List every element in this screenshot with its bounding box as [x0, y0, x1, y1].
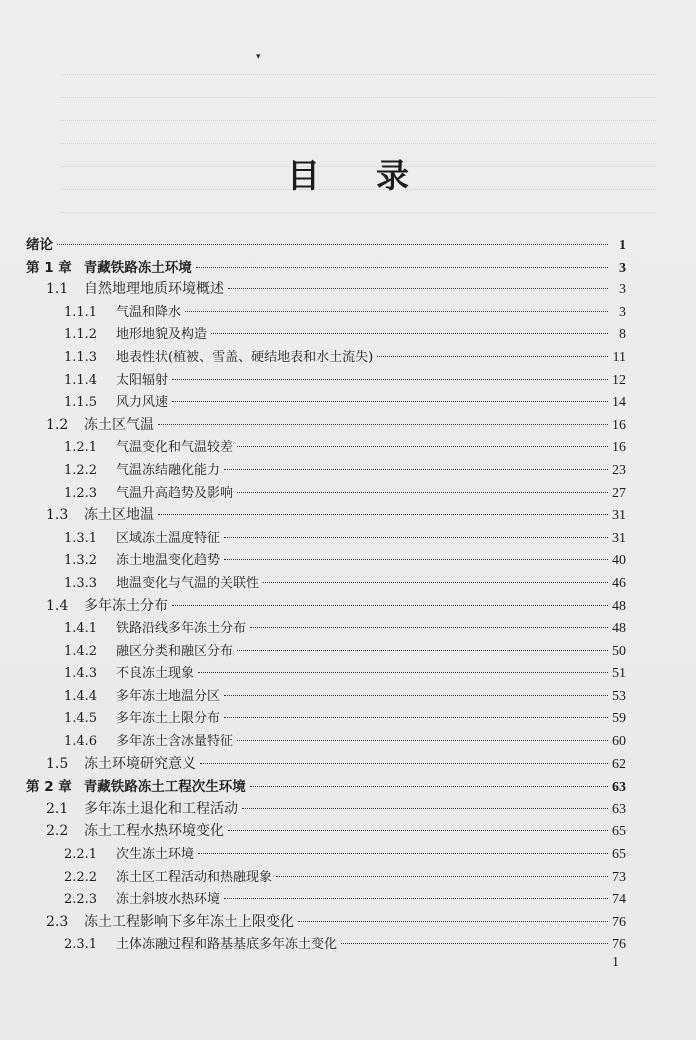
toc-entry-number: 1.5 — [46, 755, 69, 772]
toc-entry — [26, 866, 626, 889]
toc-entry-number: 2.2.2 — [64, 869, 98, 885]
toc-entry-number: 1.3.2 — [64, 553, 98, 569]
toc-entry-page: 73 — [612, 869, 626, 885]
toc-entry-title: 自然地理地质环境概述 — [84, 281, 224, 298]
dot-leader — [250, 786, 608, 787]
dot-leader — [224, 537, 608, 538]
dot-leader — [211, 333, 608, 334]
toc-entry — [26, 233, 626, 256]
toc-entry-number: 1.2.1 — [64, 440, 98, 456]
toc-entry-page: 8 — [619, 327, 626, 343]
dot-leader — [196, 267, 608, 268]
toc-entry-title: 多年冻土上限分布 — [116, 711, 221, 727]
toc-entry — [26, 369, 626, 392]
toc-entry-title: 冻土环境研究意义 — [84, 755, 196, 772]
dot-leader — [224, 469, 608, 470]
toc-entry — [26, 617, 626, 640]
toc-entry-number: 2.2.3 — [64, 892, 98, 908]
toc-entry-title: 土体冻融过程和路基基底多年冻土变化 — [116, 937, 338, 953]
toc-entry — [26, 482, 626, 505]
toc-entry-number: 2.2.1 — [64, 847, 98, 863]
toc-entry-page: 16 — [612, 440, 626, 456]
page-number: 1 — [612, 955, 619, 970]
toc-entry-title: 冻土区工程活动和热融现象 — [116, 869, 273, 885]
toc-entry-page: 31 — [612, 530, 626, 546]
toc-entry-page: 76 — [612, 937, 626, 953]
toc-entry-page: 63 — [612, 780, 626, 796]
toc-entry-title: 太阳辐射 — [116, 372, 169, 388]
toc-entry-title: 多年冻土退化和工程活动 — [84, 800, 238, 817]
dot-leader — [237, 446, 608, 447]
toc-entry-title: 多年冻土含冰量特征 — [116, 734, 234, 750]
toc-entry-page: 27 — [612, 485, 626, 501]
toc-entry — [26, 685, 626, 708]
dot-leader — [158, 514, 608, 515]
toc-entry — [26, 527, 626, 550]
toc-entry-title: 冻土工程影响下多年冻土上限变化 — [84, 913, 294, 930]
toc-entry-number: 2.3.1 — [64, 937, 98, 953]
dot-leader — [158, 424, 608, 425]
toc-entry — [26, 346, 626, 369]
toc-entry-title: 风力风速 — [116, 395, 169, 411]
toc-entry — [26, 549, 626, 572]
toc-entry — [26, 459, 626, 482]
toc-entry-title: 青藏铁路冻土环境 — [83, 259, 192, 276]
toc-entry-number: 2.2 — [46, 823, 69, 840]
toc-entry-number: 1.3 — [46, 507, 69, 524]
toc-entry-page: 65 — [612, 847, 626, 863]
toc-entry-number: 1.4.2 — [64, 643, 98, 659]
toc-entry — [26, 753, 626, 776]
dot-leader — [263, 582, 608, 583]
toc-entry-title: 绪论 — [26, 237, 53, 253]
toc-entry — [26, 888, 626, 911]
bleed-through-line — [60, 83, 656, 98]
toc-entry-title: 气温冻结融化能力 — [116, 462, 221, 478]
toc-entry-page: 62 — [612, 756, 626, 772]
toc-entry — [26, 640, 626, 663]
dot-leader — [172, 605, 608, 606]
bleed-through-line — [60, 198, 656, 213]
dot-leader — [276, 876, 608, 877]
toc-entry-title: 地温变化与气温的关联性 — [116, 575, 260, 591]
dot-leader — [185, 311, 608, 312]
toc-entry — [26, 278, 626, 301]
toc-entry-number: 1.2.2 — [64, 462, 98, 478]
bleed-through-line — [60, 106, 656, 121]
toc-entry-number: 1.4.6 — [64, 734, 98, 750]
dot-leader — [172, 379, 608, 380]
toc-entry-number: 1.1.4 — [64, 372, 98, 388]
toc-entry-page: 76 — [612, 914, 626, 930]
toc-entry-number: 1.4.5 — [64, 711, 98, 727]
dot-leader — [377, 356, 608, 357]
toc-entry-page: 63 — [612, 801, 626, 817]
dot-leader — [200, 763, 608, 764]
toc-entry-title: 气温变化和气温较差 — [116, 440, 234, 456]
toc-entry-page: 1 — [619, 238, 626, 253]
dot-leader — [224, 717, 608, 718]
toc-entry — [26, 730, 626, 753]
dot-leader — [198, 853, 608, 854]
toc-entry-title: 冻土区气温 — [84, 416, 154, 433]
toc-entry-page: 11 — [612, 349, 626, 365]
toc-entry-number: 第 1 章 — [26, 259, 72, 276]
toc-entry-page: 16 — [612, 417, 626, 433]
toc-entry — [26, 911, 626, 934]
toc-entry-title: 气温和降水 — [116, 304, 182, 320]
dot-leader — [242, 808, 608, 809]
toc-entry-page: 3 — [619, 304, 626, 320]
dot-leader — [224, 898, 608, 899]
bleed-through-line — [60, 60, 656, 75]
toc-entry — [26, 301, 626, 324]
toc-entry — [26, 820, 626, 843]
toc-entry-number: 1.1.1 — [64, 304, 98, 320]
toc-entry-number: 1.2.3 — [64, 485, 98, 501]
toc-entry-page: 40 — [612, 553, 626, 569]
toc-entry-page: 46 — [612, 575, 626, 591]
toc-entry-page: 65 — [612, 824, 626, 840]
dot-leader — [250, 627, 608, 628]
bleed-through-line — [60, 129, 656, 144]
dot-leader — [228, 288, 608, 289]
toc-entry-number: 2.3 — [46, 913, 69, 930]
toc-entry — [26, 595, 626, 618]
dot-leader — [228, 830, 608, 831]
toc-entry-number: 1.1.3 — [64, 349, 98, 365]
toc-entry-title: 气温升高趋势及影响 — [116, 485, 234, 501]
toc-entry — [26, 933, 626, 956]
dot-leader — [237, 740, 608, 741]
toc-entry — [26, 391, 626, 414]
toc-entry — [26, 256, 626, 279]
toc-entry-number: 1.4 — [46, 597, 69, 614]
toc-entry — [26, 572, 626, 595]
toc-entry — [26, 414, 626, 437]
dot-leader — [341, 943, 608, 944]
toc-entry-page: 31 — [612, 508, 626, 524]
toc-entry-number: 第 2 章 — [26, 779, 72, 796]
toc-entry-number: 1.1.5 — [64, 395, 98, 411]
toc-entry-title: 冻土斜坡水热环境 — [116, 892, 221, 908]
toc-entry — [26, 323, 626, 346]
toc-entry-page: 14 — [612, 395, 626, 411]
toc-entry-number: 1.1 — [46, 281, 69, 298]
toc-entry-title: 不良冻土现象 — [116, 666, 195, 682]
toc-entry-page: 60 — [612, 734, 626, 750]
dot-leader — [57, 244, 608, 245]
toc-entry-page: 48 — [612, 621, 626, 637]
toc-entry-number: 1.1.2 — [64, 327, 98, 343]
toc-entry-page: 74 — [612, 892, 626, 908]
dot-leader — [298, 921, 608, 922]
toc-entry-title: 冻土区地温 — [84, 507, 154, 524]
page-title: 目录 — [287, 156, 465, 195]
toc-entry — [26, 504, 626, 527]
toc-entry-number: 1.4.1 — [64, 621, 98, 637]
dot-leader — [224, 695, 608, 696]
toc-entry-number: 1.2 — [46, 416, 69, 433]
dot-leader — [237, 492, 608, 493]
toc-entry-page: 3 — [619, 282, 626, 298]
toc-entry-page: 23 — [612, 462, 626, 478]
toc-entry-number: 1.3.1 — [64, 530, 98, 546]
dot-leader — [224, 559, 608, 560]
toc-entry-title: 青藏铁路冻土工程次生环境 — [83, 779, 246, 796]
toc-entry-page: 48 — [612, 598, 626, 614]
toc-entry-title: 地表性状(植被、雪盖、硬结地表和水土流失) — [116, 349, 374, 365]
toc-entry-number: 2.1 — [46, 800, 69, 817]
toc-entry-page: 51 — [612, 666, 626, 682]
toc-entry-title: 冻土地温变化趋势 — [116, 553, 221, 569]
toc-entry-title: 冻土工程水热环境变化 — [84, 823, 224, 840]
header-mark: ▾ — [256, 52, 261, 62]
table-of-contents — [26, 233, 626, 956]
toc-entry — [26, 843, 626, 866]
toc-entry-title: 铁路沿线多年冻土分布 — [116, 621, 247, 637]
dot-leader — [172, 401, 608, 402]
toc-entry — [26, 707, 626, 730]
dot-leader — [198, 672, 608, 673]
toc-entry-title: 地形地貌及构造 — [116, 327, 208, 343]
dot-leader — [237, 650, 608, 651]
toc-entry-page: 3 — [619, 260, 626, 276]
toc-entry-number: 1.4.3 — [64, 666, 98, 682]
toc-entry — [26, 798, 626, 821]
toc-entry-page: 50 — [612, 643, 626, 659]
toc-entry-number: 1.4.4 — [64, 688, 98, 704]
toc-entry-page: 59 — [612, 711, 626, 727]
toc-entry-title: 区域冻土温度特征 — [116, 530, 221, 546]
toc-entry-title: 多年冻土分布 — [84, 597, 168, 614]
toc-entry — [26, 775, 626, 798]
toc-entry-page: 12 — [612, 372, 626, 388]
toc-entry — [26, 662, 626, 685]
toc-entry-title: 融区分类和融区分布 — [116, 643, 234, 659]
toc-entry-title: 多年冻土地温分区 — [116, 688, 221, 704]
toc-entry-page: 53 — [612, 688, 626, 704]
toc-entry-title: 次生冻土环境 — [116, 847, 195, 863]
toc-entry-number: 1.3.3 — [64, 575, 98, 591]
toc-entry — [26, 436, 626, 459]
